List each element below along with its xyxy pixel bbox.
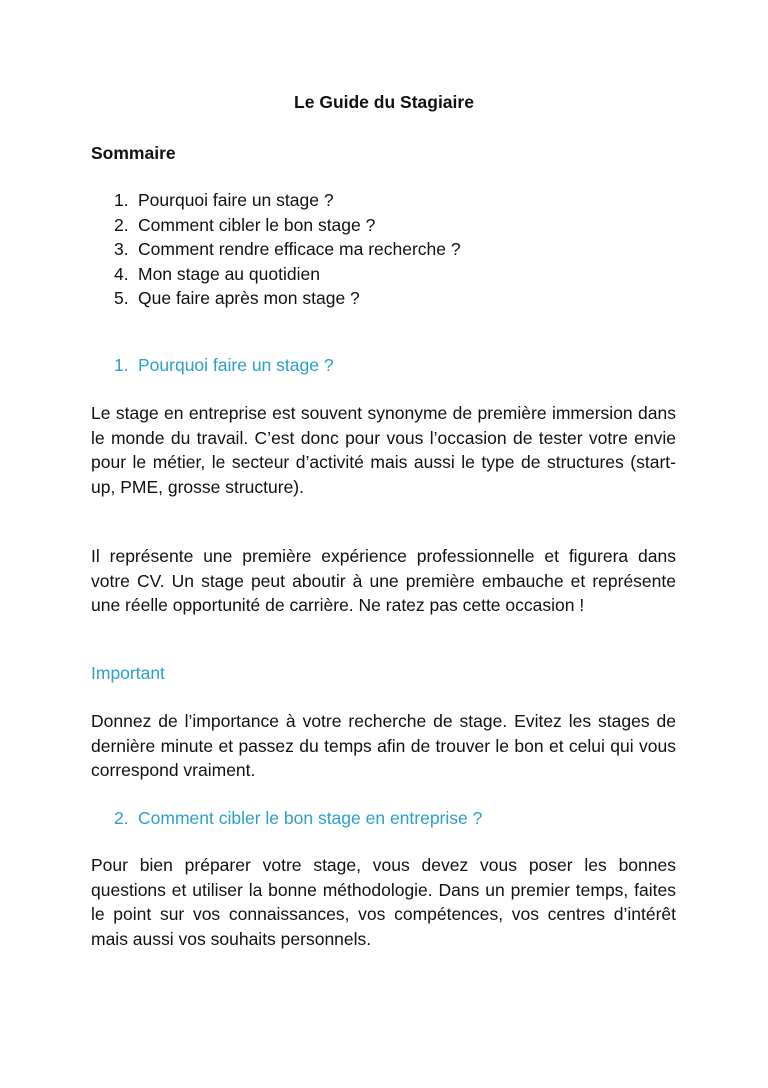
section-1-paragraph-2: Il représente une première expérience professionnelle et figurera dans votre CV. Un stage peut aboutir à une première embauche et représente une réelle opportunité de carrière. Ne ratez pas cette occasion ! [91,546,676,615]
toc-item [114,188,461,213]
toc-item-text: Pourquoi faire un stage ? [138,190,334,210]
toc-item-number: 4. [114,263,129,284]
section-1-paragraph-1: Le stage en entreprise est souvent synonyme de première immersion dans le monde du travail. C’est donc pour vous l’occasion de tester votre envie pour le métier, le secteur d’activité mais aussi le type de structures (start-up, PME, grosse structure). [91,403,676,497]
important-label: Important [91,663,165,683]
toc-item-number: 3. [114,239,129,260]
toc-item [114,237,461,262]
table-of-contents [114,188,461,311]
toc-item-text: Comment cibler le bon stage ? [138,214,376,235]
section-2-heading [114,806,482,830]
toc-item-number: 1. [114,190,129,210]
section-2-paragraph-1: Pour bien préparer votre stage, vous devez vous poser les bonnes questions et utiliser la bonne méthodologie. Dans un premier temps, faites le point sur vos connaissances, vos compétences, vos centres d’intérêt mais aussi vos souhaits personnels. [91,855,676,949]
document-title: Le Guide du Stagiaire [294,92,474,112]
toc-item [114,213,461,238]
toc-item-text: Mon stage au quotidien [138,263,320,284]
toc-item-number: 5. [114,288,129,309]
toc-item [114,286,461,311]
toc-item [114,262,461,287]
toc-item-number: 2. [114,214,129,235]
summary-heading: Sommaire [91,143,176,163]
section-2-heading-text: Comment cibler le bon stage en entreprise ? [138,808,483,828]
section-2-number: 2. [114,808,129,828]
section-1-paragraph-3: Donnez de l’importance à votre recherche de stage. Evitez les stages de dernière minute et passez du temps afin de trouver le bon et celui qui vous correspond vraiment. [91,711,676,780]
section-1-number: 1. [114,355,129,375]
section-1-heading-text: Pourquoi faire un stage ? [138,355,334,375]
toc-item-text: Comment rendre efficace ma recherche ? [138,239,461,260]
toc-item-text: Que faire après mon stage ? [138,288,360,309]
section-1-heading [114,353,334,377]
